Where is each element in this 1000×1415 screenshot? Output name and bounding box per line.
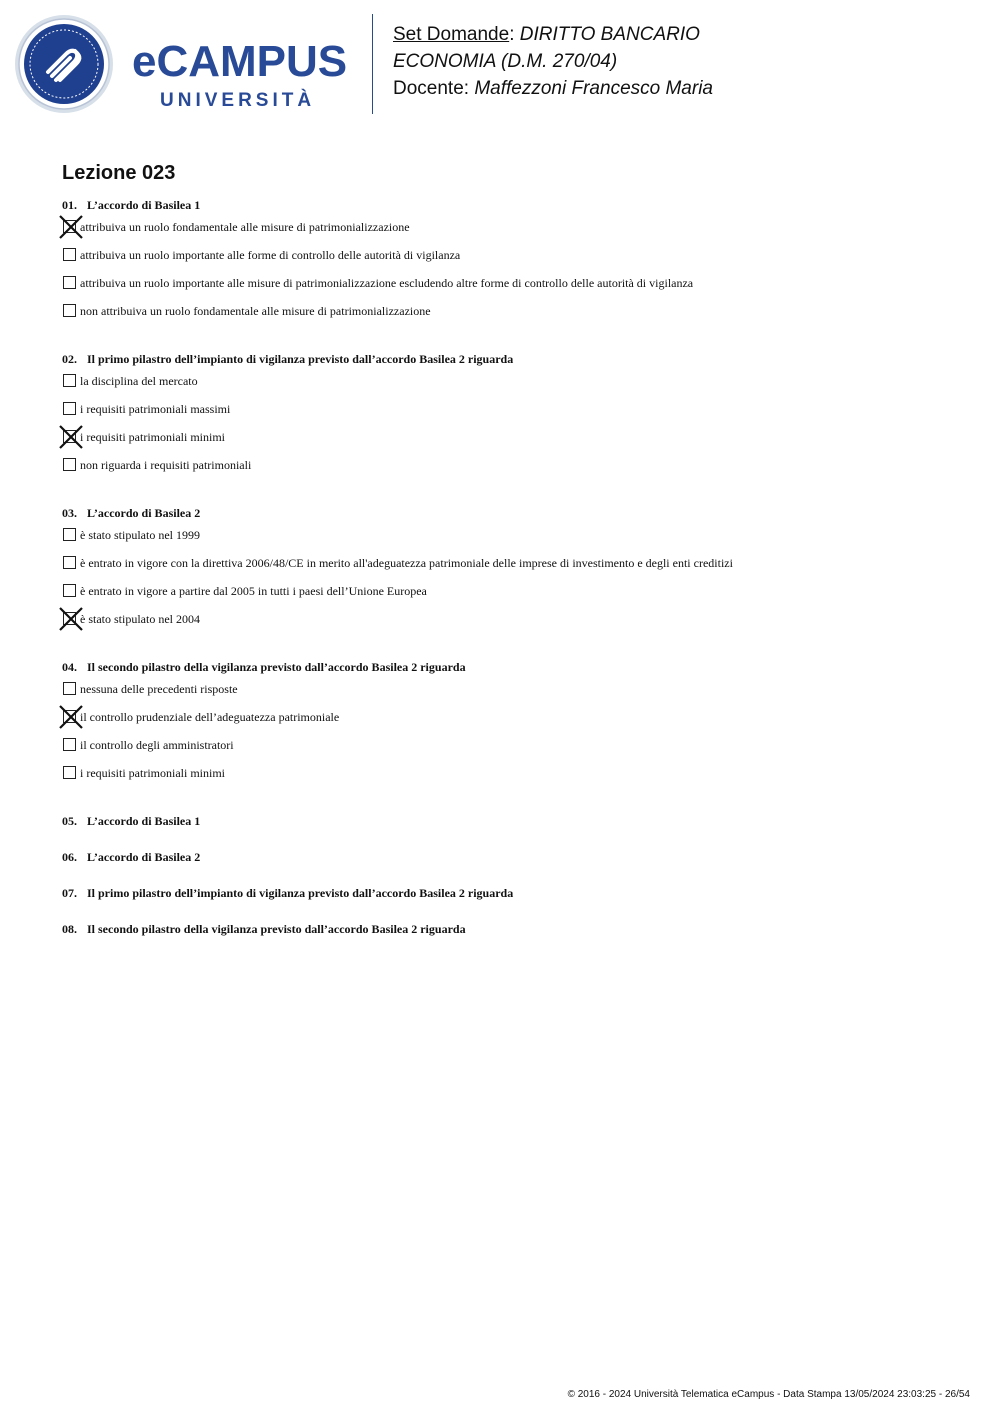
answer-text: attribuiva un ruolo importante alle misure di patrimonializzazione escludendo altre forme di controllo delle autorità di vigilanza bbox=[80, 276, 694, 290]
teacher-label: Docente bbox=[393, 78, 464, 99]
answer-option bbox=[62, 682, 962, 710]
answer-option bbox=[62, 738, 962, 766]
question-label: Il secondo pilastro della vigilanza previsto dall’accordo Basilea 2 riguarda bbox=[87, 660, 466, 674]
answer-text: attribuiva un ruolo importante alle forme di controllo delle autorità di vigilanza bbox=[80, 248, 461, 262]
set-label: Set Domande bbox=[393, 24, 510, 45]
page-header bbox=[0, 0, 1000, 130]
checkbox-unchecked[interactable] bbox=[63, 402, 76, 415]
question-01 bbox=[62, 196, 962, 332]
answer-text: nessuna delle precedenti risposte bbox=[80, 682, 238, 696]
question-08 bbox=[62, 920, 962, 938]
questions-list bbox=[62, 196, 962, 956]
answer-text: i requisiti patrimoniali minimi bbox=[80, 766, 225, 780]
teacher-name: Maffezzoni Francesco Maria bbox=[474, 78, 713, 99]
checkbox-checked[interactable] bbox=[63, 612, 76, 625]
question-text bbox=[62, 658, 962, 676]
question-number: 04. bbox=[62, 660, 77, 674]
checkbox-unchecked[interactable] bbox=[63, 458, 76, 471]
logo-wordmark: eCAMPUS bbox=[132, 37, 348, 86]
question-number: 03. bbox=[62, 506, 77, 520]
answer-text: è stato stipulato nel 1999 bbox=[80, 528, 200, 542]
checkbox-unchecked[interactable] bbox=[63, 584, 76, 597]
set-line-2 bbox=[393, 48, 953, 75]
question-04 bbox=[62, 658, 962, 794]
answer-option bbox=[62, 458, 962, 486]
answer-text: è stato stipulato nel 2004 bbox=[80, 612, 200, 626]
checkbox-checked[interactable] bbox=[63, 220, 76, 233]
checkbox-unchecked[interactable] bbox=[63, 682, 76, 695]
question-number: 07. bbox=[62, 886, 77, 900]
set-info bbox=[393, 21, 953, 102]
answer-option bbox=[62, 304, 962, 332]
lesson-title: Lezione 023 bbox=[62, 162, 176, 184]
answer-text: è entrato in vigore a partire dal 2005 in tutti i paesi dell’Unione Europea bbox=[80, 584, 427, 598]
teacher-line: Docente: Maffezzoni Francesco Maria bbox=[393, 78, 713, 99]
question-label: L’accordo di Basilea 1 bbox=[87, 198, 201, 212]
answer-text: il controllo prudenziale dell’adeguatezza patrimoniale bbox=[80, 710, 340, 724]
question-text bbox=[62, 884, 962, 902]
answer-text: il controllo degli amministratori bbox=[80, 738, 234, 752]
set-value-line2: ECONOMIA (D.M. 270/04) bbox=[393, 51, 618, 72]
answer-option bbox=[62, 556, 962, 584]
answer-text: i requisiti patrimoniali massimi bbox=[80, 402, 231, 416]
question-label: Il primo pilastro dell’impianto di vigilanza previsto dall’accordo Basilea 2 riguarda bbox=[87, 352, 514, 366]
answer-option bbox=[62, 766, 962, 794]
question-label: L’accordo di Basilea 2 bbox=[87, 506, 201, 520]
answer-text: la disciplina del mercato bbox=[80, 374, 198, 388]
checkbox-unchecked[interactable] bbox=[63, 374, 76, 387]
header-divider bbox=[372, 14, 373, 114]
question-label: L’accordo di Basilea 1 bbox=[87, 814, 201, 828]
answer-option bbox=[62, 430, 962, 458]
question-number: 06. bbox=[62, 850, 77, 864]
checkbox-checked[interactable] bbox=[63, 710, 76, 723]
question-text bbox=[62, 920, 962, 938]
set-value-line1: DIRITTO BANCARIO bbox=[519, 24, 700, 45]
answer-option bbox=[62, 584, 962, 612]
set-line-1: Set Domande: DIRITTO BANCARIO bbox=[393, 24, 700, 45]
question-text bbox=[62, 350, 962, 368]
question-label: L’accordo di Basilea 2 bbox=[87, 850, 201, 864]
logo-subtitle: UNIVERSITÀ bbox=[160, 90, 316, 111]
checkbox-unchecked[interactable] bbox=[63, 738, 76, 751]
checkbox-unchecked[interactable] bbox=[63, 556, 76, 569]
answer-option bbox=[62, 248, 962, 276]
answer-option bbox=[62, 710, 962, 738]
question-text bbox=[62, 812, 962, 830]
answer-option bbox=[62, 374, 962, 402]
checkbox-unchecked[interactable] bbox=[63, 528, 76, 541]
checkbox-unchecked[interactable] bbox=[63, 248, 76, 261]
checkbox-unchecked[interactable] bbox=[63, 276, 76, 289]
checkbox-unchecked[interactable] bbox=[63, 766, 76, 779]
page-footer: © 2016 - 2024 Università Telematica eCampus - Data Stampa 13/05/2024 23:03:25 - 26/54 bbox=[567, 1389, 970, 1400]
answer-option bbox=[62, 612, 962, 640]
answer-text: non attribuiva un ruolo fondamentale alle misure di patrimonializzazione bbox=[80, 304, 431, 318]
question-05 bbox=[62, 812, 962, 830]
ecampus-logo bbox=[14, 14, 359, 118]
question-label: Il primo pilastro dell’impianto di vigilanza previsto dall’accordo Basilea 2 riguarda bbox=[87, 886, 514, 900]
question-text bbox=[62, 196, 962, 214]
answer-option bbox=[62, 276, 962, 304]
question-number: 08. bbox=[62, 922, 77, 936]
question-text bbox=[62, 504, 962, 522]
question-02 bbox=[62, 350, 962, 486]
question-label: Il secondo pilastro della vigilanza previsto dall’accordo Basilea 2 riguarda bbox=[87, 922, 466, 936]
answer-option bbox=[62, 220, 962, 248]
checkbox-unchecked[interactable] bbox=[63, 304, 76, 317]
checkbox-checked[interactable] bbox=[63, 430, 76, 443]
question-06 bbox=[62, 848, 962, 866]
answer-text: attribuiva un ruolo fondamentale alle misure di patrimonializzazione bbox=[80, 220, 410, 234]
question-text bbox=[62, 848, 962, 866]
answer-text: i requisiti patrimoniali minimi bbox=[80, 430, 225, 444]
question-03 bbox=[62, 504, 962, 640]
question-07 bbox=[62, 884, 962, 902]
question-number: 01. bbox=[62, 198, 77, 212]
answer-option bbox=[62, 402, 962, 430]
question-number: 02. bbox=[62, 352, 77, 366]
answer-text: è entrato in vigore con la direttiva 2006/48/CE in merito all'adeguatezza patrimoniale delle imprese di investimento e degli enti creditizi bbox=[80, 556, 733, 570]
answer-option bbox=[62, 528, 962, 556]
answer-text: non riguarda i requisiti patrimoniali bbox=[80, 458, 252, 472]
question-number: 05. bbox=[62, 814, 77, 828]
